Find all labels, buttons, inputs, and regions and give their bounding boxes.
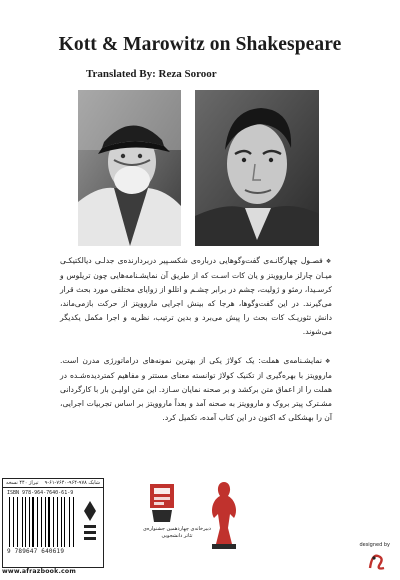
paragraph-text: فصـول چهارگانـه‌ی گفت‌وگوهایی درباره‌ی شکسـپیر دربردارنده‌ی جدلـی دیالکتیکـی میـان چارلز ماروویتز و یان کات اسـت که از طریق آن نمایشـنامه‌هایی چون تریلوس و کرسـیدا، رمئو و ژولیت، چشم در برابر چشـم و اتللو از زوایای مختلفی مورد بحث قرار می‌گیرند. در این گفت‌وگوها، هرجا که بینش اجرایی ماروویتز از حرکت بازمی‌ماند، دانش تئوریـک کات بحث را پیش می‌برد و بدین ترتیب، نظریه و اجرا مکمل یکدیگر می‌شوند. xyxy=(60,256,332,336)
barcode-bar xyxy=(53,497,54,547)
print-run: تیراژ ۴۴۰ نسخه xyxy=(6,480,39,486)
barcode-bar xyxy=(19,497,21,547)
photo-jan-kott xyxy=(78,90,181,246)
trophy-figure-icon xyxy=(204,478,244,550)
barcode-bar xyxy=(43,497,44,547)
photo-charles-marowitz xyxy=(195,90,319,246)
award-caption: دبیرخانه‌ی چهاردهمین جشنواره‌ی تئاتر دانشجویی xyxy=(142,526,212,539)
back-cover-footer xyxy=(0,478,400,580)
barcode-bar xyxy=(63,497,64,547)
barcode-bar xyxy=(69,497,70,547)
portrait-right-icon xyxy=(195,90,319,246)
barcode-bar xyxy=(35,497,36,547)
barcode-bar xyxy=(37,497,38,547)
description-paragraph-2 xyxy=(60,354,332,425)
barcode-bar xyxy=(47,497,48,547)
barcode-bar xyxy=(23,497,24,547)
description-paragraph-1 xyxy=(60,254,332,339)
barcode-bar xyxy=(32,497,34,547)
portrait-left-icon xyxy=(78,90,181,246)
barcode-bars xyxy=(9,497,77,547)
barcode-bar xyxy=(73,497,74,547)
barcode-bar xyxy=(64,497,65,547)
barcode-bar xyxy=(17,497,18,547)
barcode-bar xyxy=(66,497,68,547)
designed-by-label: designed by xyxy=(359,542,390,548)
award-seal-icon xyxy=(148,482,176,524)
afraz-logo-icon xyxy=(80,497,100,547)
barcode-bar xyxy=(75,497,76,547)
barcode-bar xyxy=(29,497,30,547)
translator-credit: Translated By: Reza Soroor xyxy=(86,68,217,80)
barcode-bar xyxy=(11,497,12,547)
barcode-header xyxy=(3,479,103,488)
barcode-bar xyxy=(48,497,50,547)
barcode-bar xyxy=(9,497,10,547)
isbn-persian: شابک ۹۷۸-۹۶۴-۷۶۴۰-۶۱-۹ xyxy=(44,480,100,486)
barcode-bar xyxy=(31,497,32,547)
barcode-bar xyxy=(59,497,60,547)
publisher-website: www.afrazbook.com xyxy=(2,568,76,575)
barcode-bar xyxy=(55,497,56,547)
barcode-bar xyxy=(45,497,46,547)
barcode-bar xyxy=(41,497,42,547)
barcode-bar xyxy=(57,497,58,547)
barcode-bar xyxy=(15,497,16,547)
barcode-bar xyxy=(13,497,14,547)
book-title: Kott & Marowitz on Shakespeare xyxy=(58,34,342,55)
barcode-panel xyxy=(2,478,104,568)
barcode-bar xyxy=(25,497,26,547)
bullet-icon: ❖ xyxy=(325,258,332,265)
barcode-digits: 9 789647 640619 xyxy=(7,548,65,555)
bullet-icon: ❖ xyxy=(325,358,332,365)
barcode-bar xyxy=(51,497,52,547)
barcode-bar xyxy=(22,497,23,547)
isbn-text: ISBN 978-964-7640-61-9 xyxy=(7,490,74,496)
barcode-bar xyxy=(71,497,72,547)
barcode-bar xyxy=(39,497,40,547)
barcode-bar xyxy=(27,497,28,547)
designer-mark-icon xyxy=(366,550,388,572)
paragraph-text: نمایشـنامه‌ی هملت: یک کولاژ یکی از بهترین نمونه‌های دراماتورژی مدرن است. ماروویتز با بهره‌گیری از تکنیک کولاژ توانسته معنای مستتر و مفاهیم کمتردیده‌شـده در هملت را از اعماق متن برکشد و بر صحنه نمایان سـازد. این متن اولیـن بار با کارگردانی مشـترک پیتر بروک و ماروویتز به صحنه آمد و بعداً ماروویتز بر اساس تجربیات اجرایی، آن را بهشکلی که اکنون در این کتاب آمده، تکمیل کرد. xyxy=(60,356,332,422)
barcode-bar xyxy=(61,497,62,547)
